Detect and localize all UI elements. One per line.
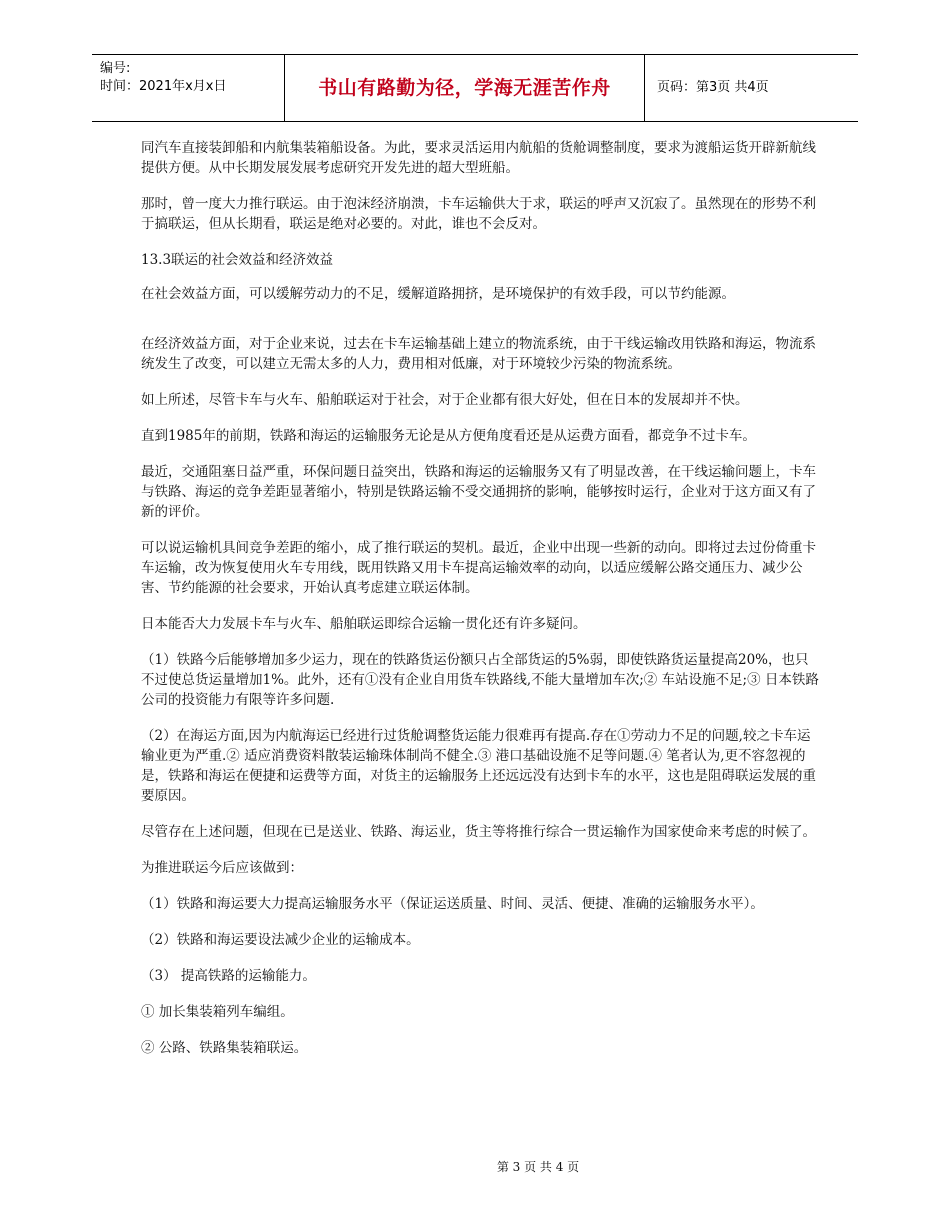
number-label: 编号: — [100, 61, 131, 76]
paragraph: 直到1985年的前期，铁路和海运的运输服务无论是从方便角度看还是从运费方面看，都竞争不过卡车。 — [141, 428, 756, 444]
list-item: （2）铁路和海运要设法减少企业的运输成本。 — [141, 932, 420, 948]
section-heading: 13.3联运的社会效益和经济效益 — [141, 252, 334, 268]
paragraph: 为推进联运今后应该做到： — [141, 860, 303, 876]
paragraph: （1）铁路今后能够增加多少运力，现在的铁路货运份额只占全部货运的5%弱，即使铁路货运量提高20%，也只不过使总货运量增加1%。此外，还有①没有企业自用货车铁路线,不能大量增加车次;② 车站设施不足;③ 日本铁路公司的投资能力有限等许多问题. — [141, 652, 819, 708]
document-body — [141, 138, 821, 1074]
paragraph: 在经济效益方面，对于企业来说，过去在卡车运输基础上建立的物流系统，由于干线运输改用铁路和海运，物流系统发生了改变，可以建立无需太多的人力，费用相对低廉，对于环境较少污染的物流系统。 — [141, 336, 816, 372]
header-motto: 书山有路勤为径，学海无涯苦作舟 — [284, 55, 645, 121]
paragraph: 同汽车直接装卸船和内航集装箱船设备。为此，要求灵活运用内航船的货舱调整制度，要求为渡船运货开辟新航线提供方便。从中长期发展发展考虑研究开发先进的超大型班船。 — [141, 140, 816, 176]
time-label: 时间：2021年x月x日 — [100, 79, 227, 94]
paragraph: 在社会效益方面，可以缓解劳动力的不足，缓解道路拥挤，是环境保护的有效手段，可以节约能源。 — [141, 286, 735, 302]
header-meta — [92, 55, 284, 121]
paragraph: 如上所述，尽管卡车与火车、船舶联运对于社会，对于企业都有很大好处，但在日本的发展却并不快。 — [141, 392, 749, 408]
page-header — [92, 54, 858, 122]
paragraph: 那时，曾一度大力推行联运。由于泡沫经济崩溃，卡车运输供大于求，联运的呼声又沉寂了。虽然现在的形势不利于搞联运，但从长期看，联运是绝对必要的。对此，谁也不会反对。 — [141, 196, 816, 232]
list-item: ① 加长集装箱列车编组。 — [141, 1004, 294, 1020]
list-item: （3） 提高铁路的运输能力。 — [141, 968, 316, 984]
paragraph: 尽管存在上述问题，但现在已是送业、铁路、海运业，货主等将推行综合一贯运输作为国家使命来考虑的时候了。 — [141, 824, 816, 840]
paragraph: （2）在海运方面,因为内航海运已经进行过货舱调整货运能力很难再有提高.存在①劳动力不足的问题,较之卡车运输业更为严重.② 适应消费资料散装运输珠体制尚不健全.③ 港口基础设施不足等问题.④ 笔者认为,更不容忽视的是，铁路和海运在便捷和运费等方面，对货主的运输服务上还远远没有达到卡车的水平，这也是阻碍联运发展的重要原因。 — [141, 728, 816, 804]
list-item: （1）铁路和海运要大力提高运输服务水平（保证运送质量、时间、灵活、便捷、准确的运输服务水平）。 — [141, 896, 764, 912]
paragraph: 最近，交通阻塞日益严重，环保问题日益突出，铁路和海运的运输服务又有了明显改善，在干线运输问题上，卡车与铁路、海运的竞争差距显著缩小，特别是铁路运输不受交通拥挤的影响，能够按时运行，企业对于这方面又有了新的评价。 — [141, 464, 816, 520]
paragraph: 可以说运输机具间竞争差距的缩小，成了推行联运的契机。最近，企业中出现一些新的动向。即将过去过份倚重卡车运输，改为恢复使用火车专用线，既用铁路又用卡车提高运输效率的动向，以适应缓解公路交通压力、减少公害、节约能源的社会要求，开始认真考虑建立联运体制。 — [141, 540, 816, 596]
header-page-info: 页码：第3页 共4页 — [657, 80, 769, 95]
page-footer: 第 3 页 共 4 页 — [496, 1160, 580, 1174]
list-item: ② 公路、铁路集装箱联运。 — [141, 1040, 308, 1056]
paragraph: 日本能否大力发展卡车与火车、船舶联运即综合运输一贯化还有许多疑问。 — [141, 616, 587, 632]
